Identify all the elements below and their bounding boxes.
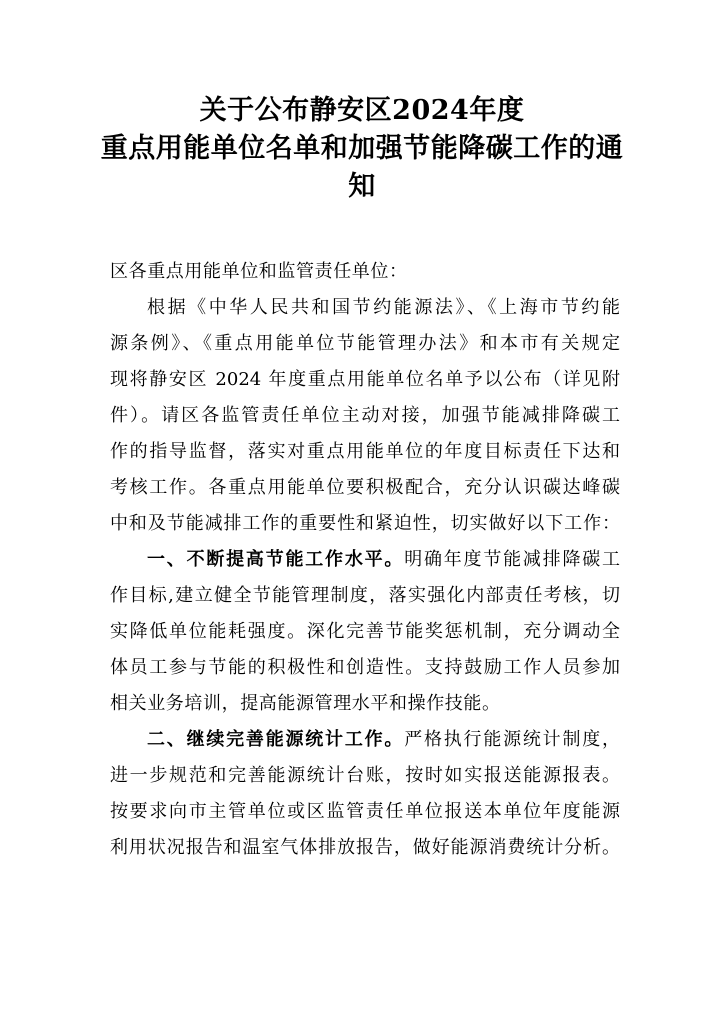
section1-first-line bbox=[110, 542, 620, 578]
intro-line: 件）。请区各监管责任单位主动对接，加强节能减排降碳工 bbox=[110, 405, 620, 426]
document-body bbox=[110, 254, 620, 866]
section2-line: 进一步规范和完善能源统计台账，按时如实报送能源报表。 bbox=[110, 765, 620, 786]
section2-first-line bbox=[110, 722, 620, 758]
title-line-3: 知 bbox=[348, 171, 376, 202]
section2-line: 按要求向市主管单位或区监管责任单位报送本单位年度能源 bbox=[110, 801, 620, 822]
section1-first-line-text: 明确年度节能减排降碳工 bbox=[404, 549, 621, 570]
section1-line: 体员工参与节能的积极性和创造性。支持鼓励工作人员参加 bbox=[110, 657, 620, 678]
intro-line: 根据《中华人民共和国节约能源法》、《上海市节约能 bbox=[147, 297, 620, 318]
intro-line: 中和及节能减排工作的重要性和紧迫性，切实做好以下工作： bbox=[110, 513, 620, 534]
section1-line: 实降低单位能耗强度。深化完善节能奖惩机制，充分调动全 bbox=[110, 621, 620, 642]
section1-line: 作目标,建立健全节能管理制度，落实强化内部责任考核，切 bbox=[110, 585, 620, 606]
intro-line: 源条例》、《重点用能单位节能管理办法》和本市有关规定 bbox=[110, 333, 620, 354]
intro-line: 现将静安区 2024 年度重点用能单位名单予以公布（详见附 bbox=[110, 369, 620, 390]
section2-first-line-text: 严格执行能源统计制度， bbox=[404, 729, 621, 750]
intro-line: 作的指导监督，落实对重点用能单位的年度目标责任下达和 bbox=[110, 441, 620, 462]
section2-line: 利用状况报告和温室气体排放报告，做好能源消费统计分析。 bbox=[110, 837, 620, 858]
document-title bbox=[0, 92, 724, 206]
section1-heading: 一、不断提高节能工作水平。 bbox=[147, 549, 405, 570]
salutation: 区各重点用能单位和监管责任单位： bbox=[110, 261, 408, 282]
section2-heading: 二、继续完善能源统计工作。 bbox=[147, 729, 405, 750]
title-line-2: 重点用能单位名单和加强节能降碳工作的通 bbox=[100, 133, 624, 164]
title-line-1: 关于公布静安区2024年度 bbox=[199, 95, 525, 126]
intro-line: 考核工作。各重点用能单位要积极配合，充分认识碳达峰碳 bbox=[110, 477, 620, 498]
section1-line: 相关业务培训，提高能源管理水平和操作技能。 bbox=[110, 693, 501, 714]
